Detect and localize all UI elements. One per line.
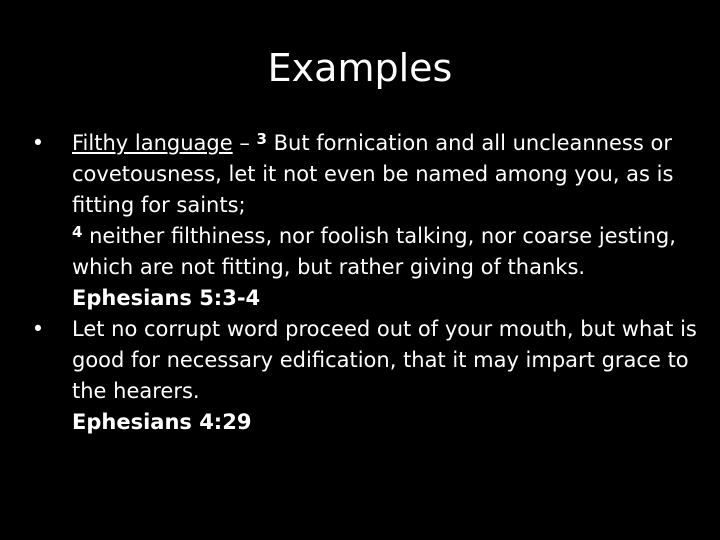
verse-number-4: 4 xyxy=(72,223,83,241)
verse-number-3: 3 xyxy=(256,130,267,148)
term-dash: – xyxy=(232,131,257,155)
verse-block-1 xyxy=(72,128,698,221)
bullet-marker: • xyxy=(31,131,45,155)
scripture-reference-ephesians-5: Ephesians 5:3-4 xyxy=(72,286,261,310)
bullet-item-corrupt-word xyxy=(28,314,698,438)
bullet-list xyxy=(28,128,698,438)
verse-block-2 xyxy=(72,221,698,283)
verse-text-3: But fornication and all uncleanness or covetousness, let it not even be named among you, as is fitting for saints; xyxy=(72,131,674,217)
bullet-item-filthy-language xyxy=(28,128,698,314)
scripture-reference-ephesians-4: Ephesians 4:29 xyxy=(72,410,252,434)
verse-text-ephesians-4-29: Let no corrupt word proceed out of your mouth, but what is good for necessary edification, that it may impart grace to the hearers. xyxy=(72,317,697,403)
slide-title: Examples xyxy=(267,46,453,90)
term-filthy-language: Filthy language xyxy=(72,131,233,155)
bullet-marker: • xyxy=(31,317,45,341)
verse-text-4: neither filthiness, nor foolish talking, nor coarse jesting, which are not fitting, but rather giving of thanks. xyxy=(72,224,676,279)
